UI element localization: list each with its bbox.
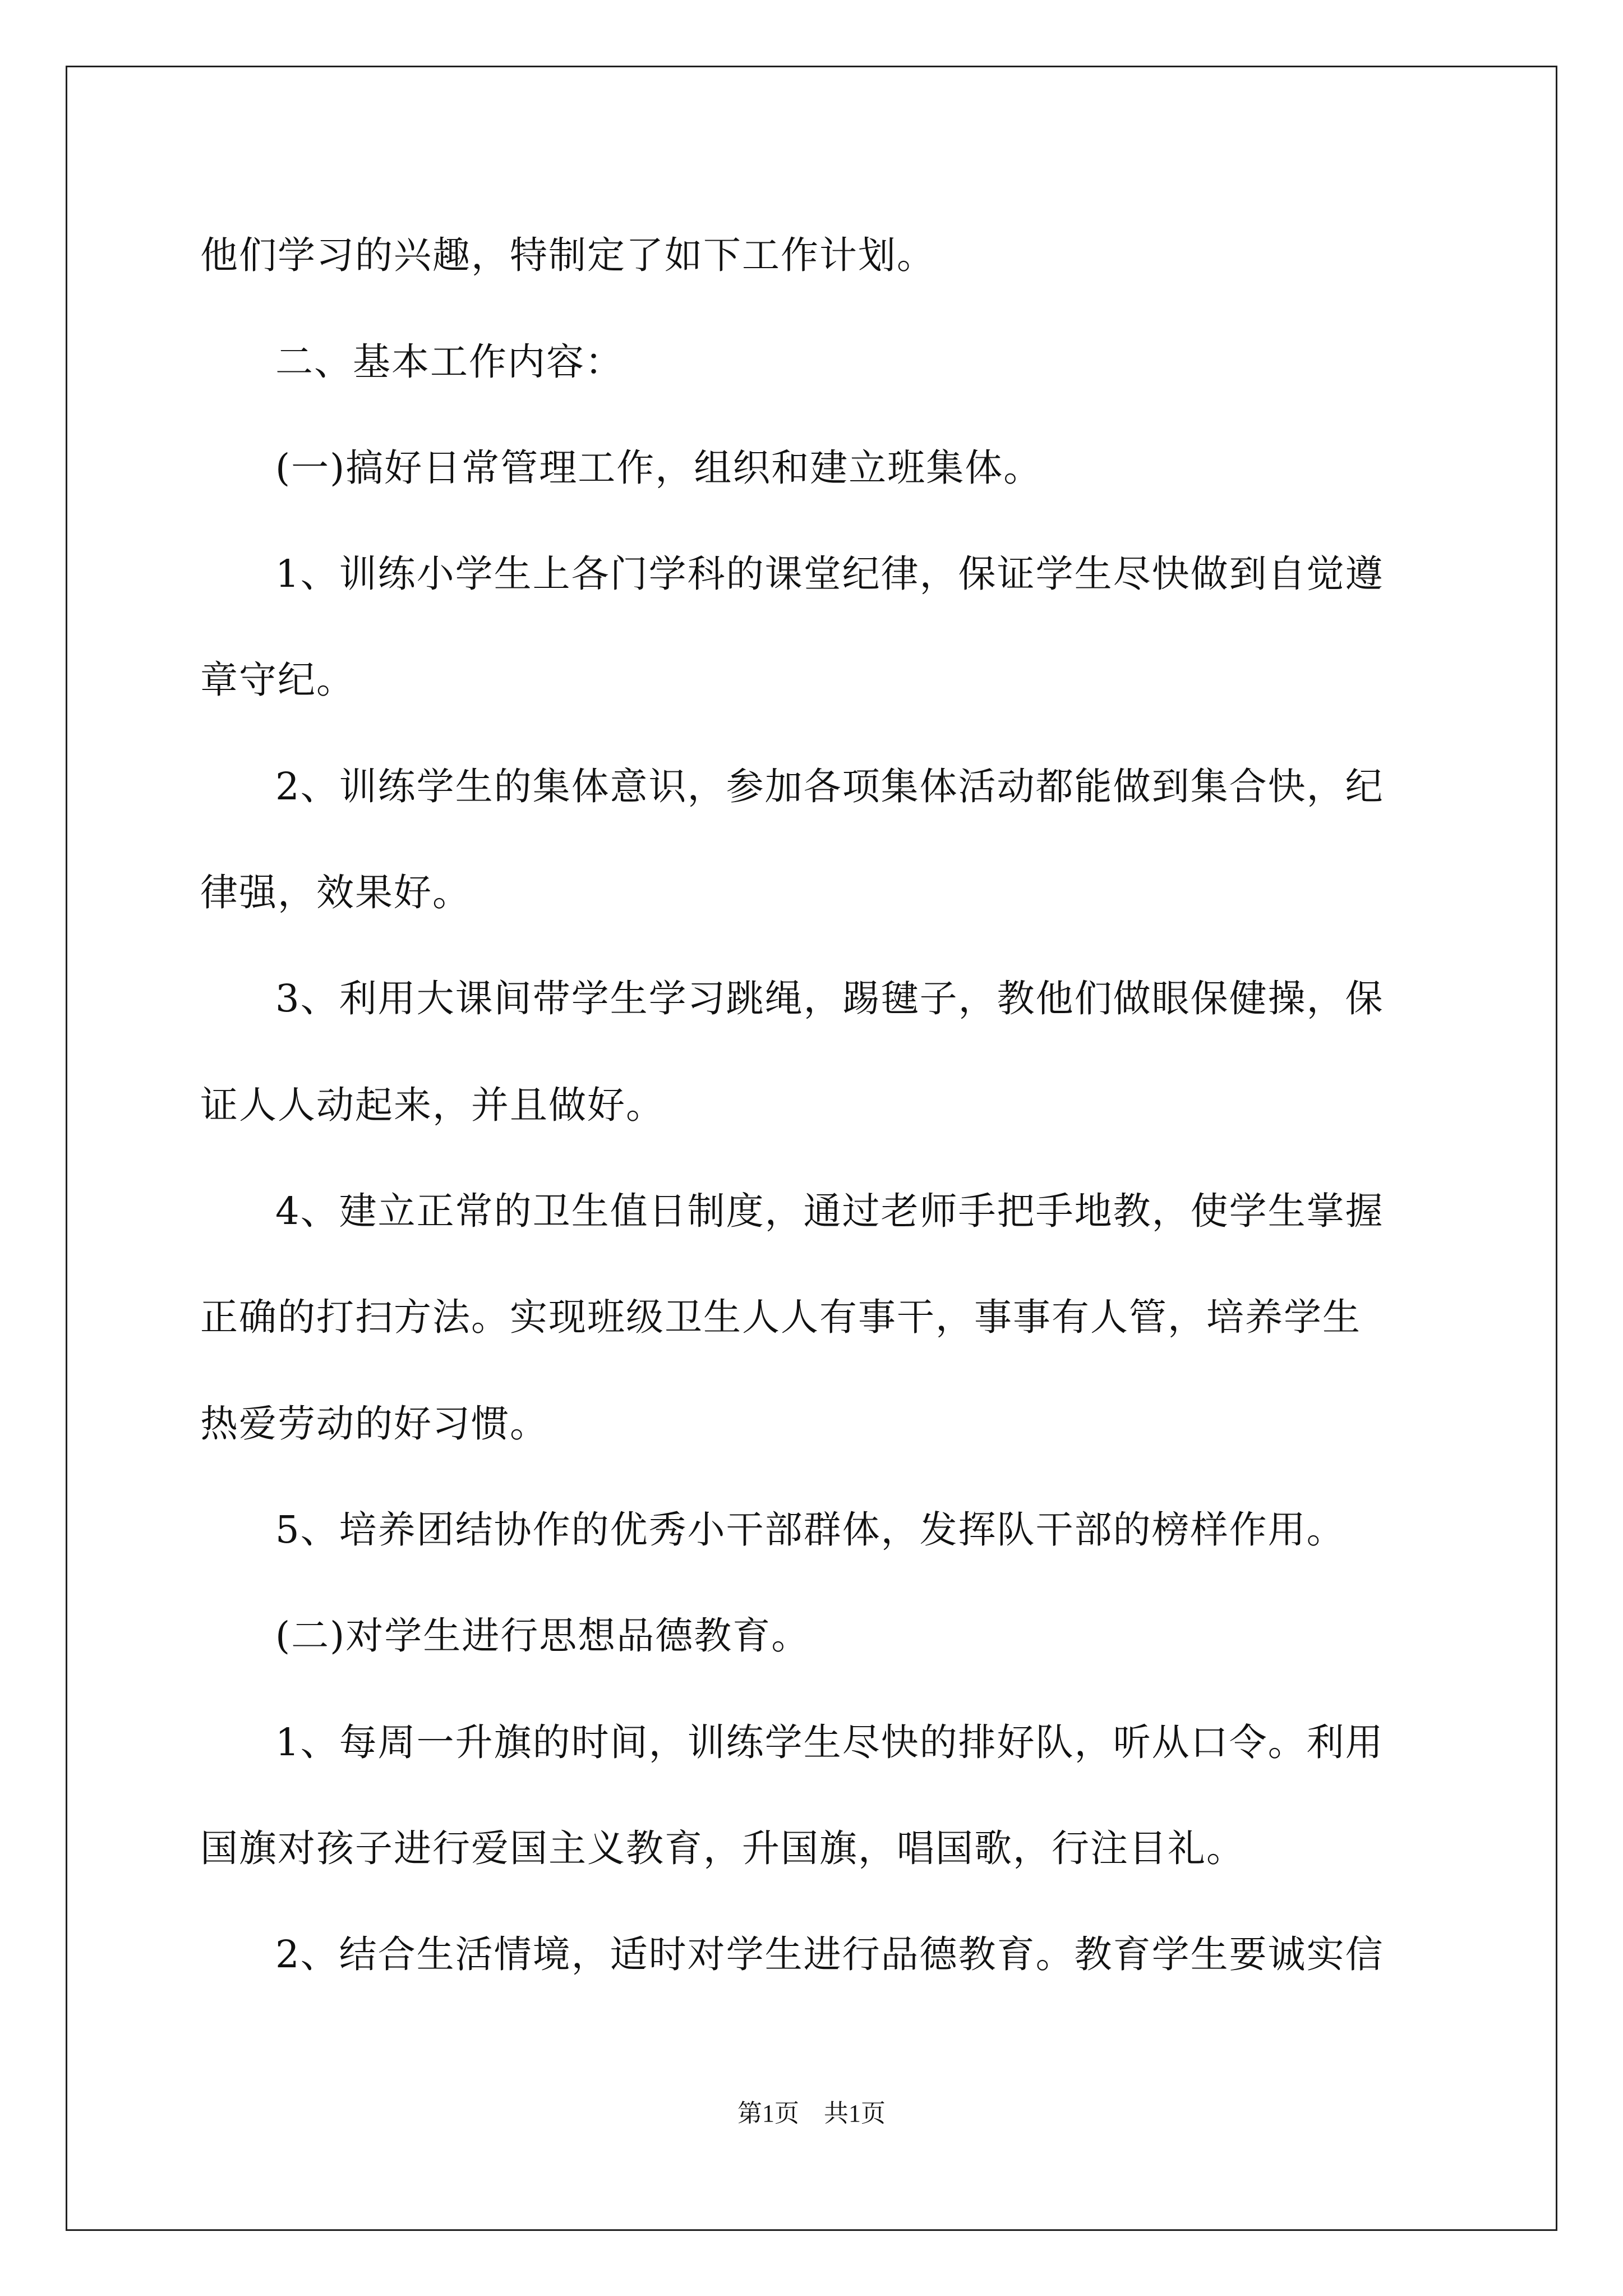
text-line: 律强，效果好。 bbox=[200, 871, 471, 914]
text-line: 2、结合生活情境，适时对学生进行品德教育。教育学生要诚实信 bbox=[275, 1932, 1384, 1976]
section-heading: 二、基本工作内容： bbox=[275, 340, 624, 384]
text-line: 证人人动起来，并且做好。 bbox=[200, 1083, 665, 1127]
text-line: 1、训练小学生上各门学科的课堂纪律，保证学生尽快做到自觉遵 bbox=[275, 552, 1384, 596]
page-footer: 第1页 共1页 bbox=[737, 2100, 886, 2127]
subsection-heading: (二)对学生进行思想品德教育。 bbox=[275, 1614, 810, 1658]
text-line: 1、每周一升旗的时间，训练学生尽快的排好队，听从口令。利用 bbox=[275, 1720, 1384, 1764]
text-line: 他们学习的兴趣，特制定了如下工作计划。 bbox=[200, 233, 935, 277]
text-line: 2、训练学生的集体意识，参加各项集体活动都能做到集合快，纪 bbox=[275, 765, 1384, 808]
text-line: 国旗对孩子进行爱国主义教育，升国旗，唱国歌，行注目礼。 bbox=[200, 1826, 1245, 1870]
text-line: 5、培养团结协作的优秀小干部群体，发挥队干部的榜样作用。 bbox=[275, 1508, 1345, 1552]
text-line: 正确的打扫方法。实现班级卫生人人有事干，事事有人管，培养学生 bbox=[200, 1295, 1361, 1339]
text-line: 章守纪。 bbox=[200, 658, 355, 702]
text-line: 3、利用大课间带学生学习跳绳，踢毽子，教他们做眼保健操，保 bbox=[275, 977, 1384, 1020]
subsection-heading: (一)搞好日常管理工作，组织和建立班集体。 bbox=[275, 446, 1043, 490]
page-border bbox=[66, 66, 1557, 2231]
text-line: 热爱劳动的好习惯。 bbox=[200, 1402, 548, 1446]
text-line: 4、建立正常的卫生值日制度，通过老师手把手地教，使学生掌握 bbox=[275, 1189, 1384, 1233]
